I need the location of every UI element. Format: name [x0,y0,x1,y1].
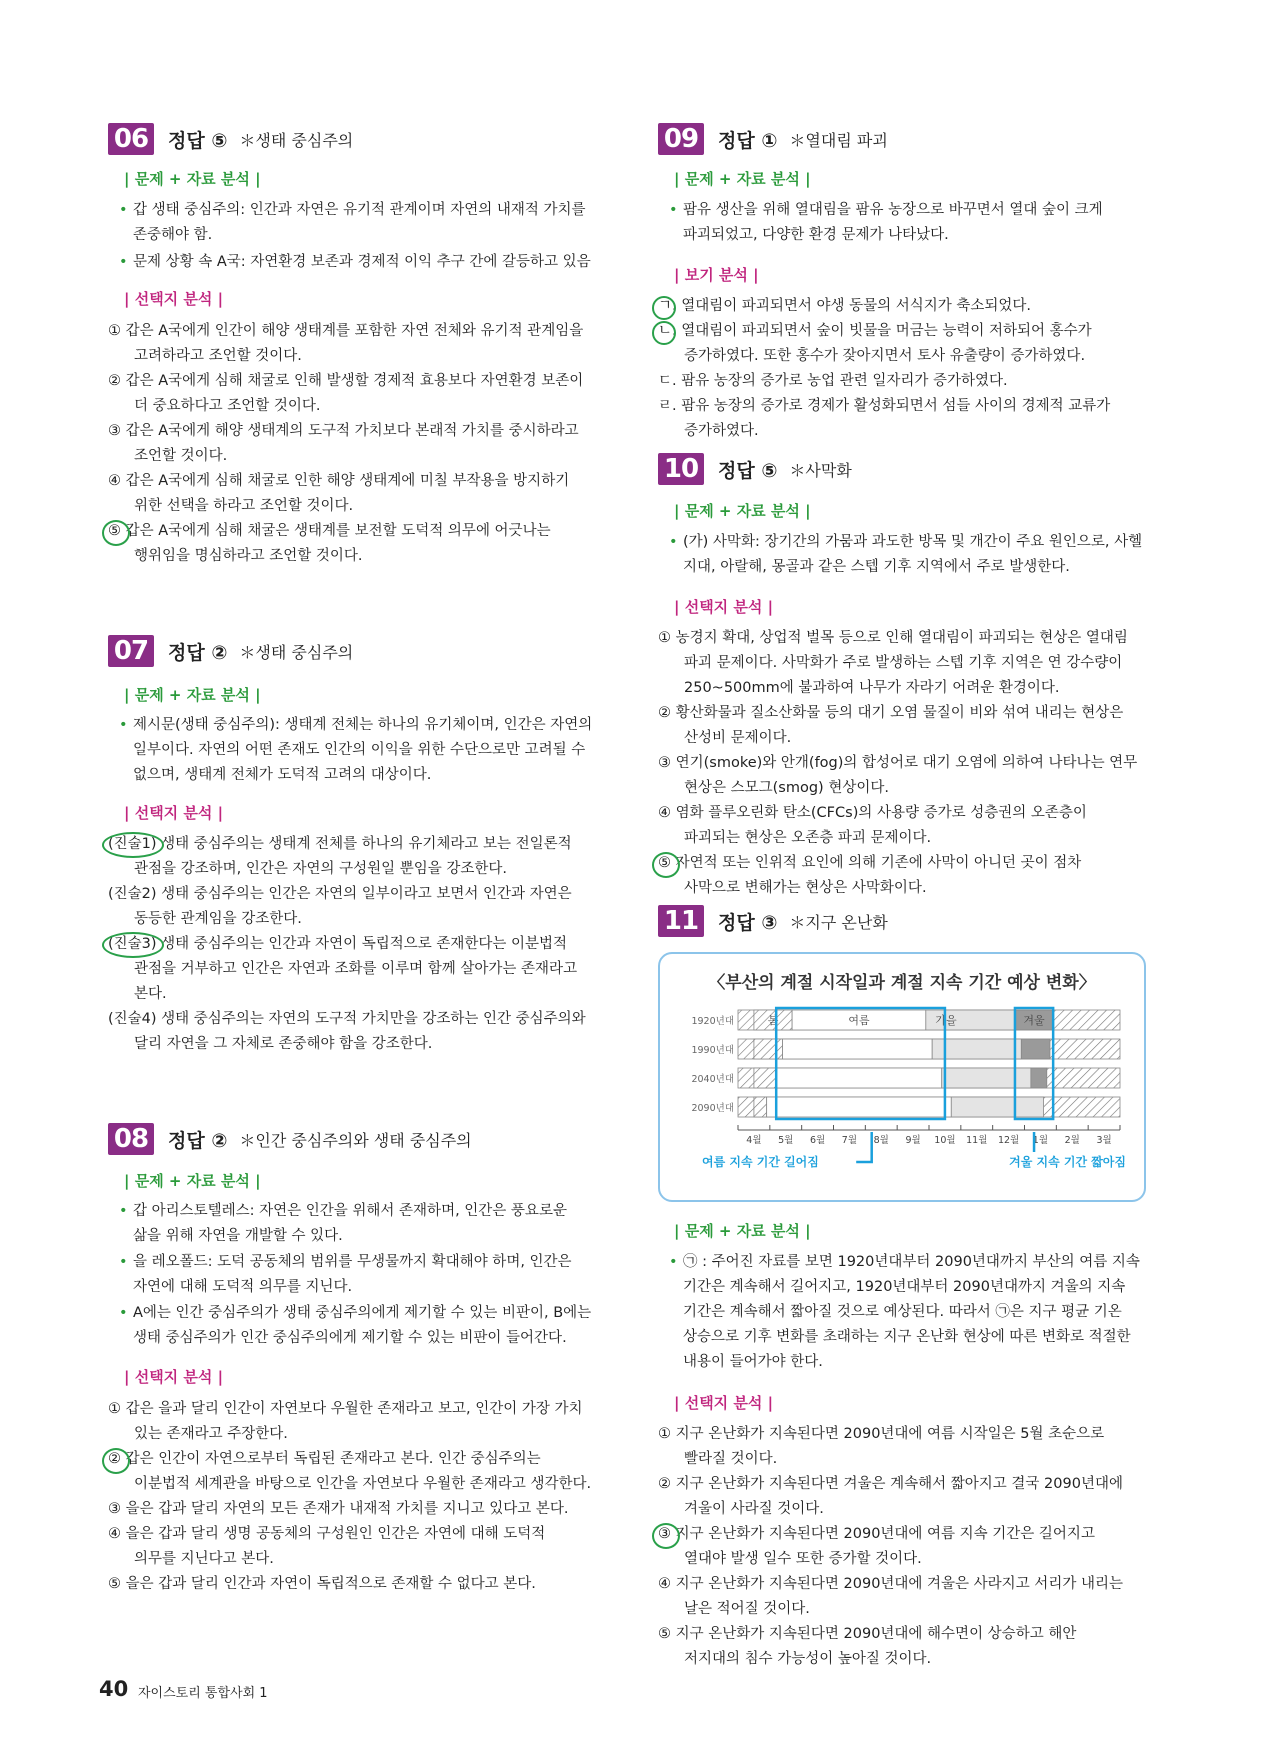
answer-circle-mark [102,932,164,958]
season-label: 가을 [935,1014,957,1027]
choice-line: ④ 을은 갑과 달리 생명 공동체의 구성원인 인간은 자연에 대해 도덕적 [108,1526,546,1542]
topic-label: ＊지구 온난화 [789,912,888,932]
choice-line: 조언할 것이다. [134,448,228,464]
answer-circle-mark [102,1448,130,1474]
data-line: 삶을 위해 자연을 개발할 수 있다. [133,1228,343,1244]
season-bar-여름 [776,1068,942,1088]
choice-line: 250~500mm에 불과하여 나무가 자라기 어려운 환경이다. [684,680,1060,696]
choice-line: 행위임을 명심하라고 조언할 것이다. [134,548,363,564]
choice-line: 열대야 발생 일수 또한 증가할 것이다. [684,1551,922,1567]
topic-label: ＊사막화 [789,460,852,480]
season-bar-여름 [783,1039,933,1059]
data-line: 기간은 계속해서 길어지고, 1920년대부터 2090년대까지 겨울의 지속 [683,1279,1126,1295]
choice-line: ㄷ. 팜유 농장의 증가로 농업 관련 일자리가 증가하였다. [658,373,1008,389]
section-title: | 문제 + 자료 분석 | [674,170,811,188]
section-title: | 선택지 분석 | [674,1394,774,1412]
season-bar-겨울 [1031,1068,1047,1088]
data-line: • 팜유 생산을 위해 열대림을 팜유 농장으로 바꾸면서 열대 숲이 크게 [683,198,1103,223]
x-tick-label: 9월 [905,1135,921,1146]
x-tick-label: 7월 [841,1135,858,1146]
question-number: 06 [108,123,154,155]
choice-line: ㄴ. 열대림이 파괴되면서 숲이 빗물을 머금는 능력이 저하되어 홍수가 [658,323,1092,339]
data-line: 없으며, 생태계 전체가 도덕적 고려의 대상이다. [133,767,432,783]
choice-line: ② 지구 온난화가 지속된다면 겨울은 계속해서 짧아지고 결국 2090년대에 [658,1476,1123,1492]
answer-circle-mark [102,832,164,858]
season-label: 겨울 [1023,1014,1045,1027]
answer-circle-mark [652,1523,680,1549]
answer-circle-mark [652,321,676,345]
question-number: 10 [658,453,704,485]
choice-line: 증가하였다. 또한 홍수가 잦아지면서 토사 유출량이 증가하였다. [684,348,1086,364]
choice-line: ⑤ 자연적 또는 인위적 요인에 의해 기존에 사막이 아니던 곳이 점차 [658,855,1082,871]
x-tick-label: 6월 [809,1135,826,1146]
choice-line: ② 황산화물과 질소산화물 등의 대기 오염 물질이 비와 섞여 내리는 현상은 [658,705,1124,721]
topic-label: ＊생태 중심주의 [239,130,354,150]
x-tick-label: 12월 [997,1135,1020,1146]
choice-line: ② 갑은 A국에게 심해 채굴로 인해 발생할 경제적 효용보다 자연환경 보존이 [108,373,584,389]
choice-line: 달리 자연을 그 자체로 존중해야 함을 강조한다. [134,1036,433,1052]
choice-line: 더 중요하다고 조언할 것이다. [134,398,321,414]
choice-line: ③ 갑은 A국에게 해양 생태계의 도구적 가치보다 본래적 가치를 중시하라고 [108,423,579,439]
choice-line: ⑤ 지구 온난화가 지속된다면 2090년대에 해수면이 상승하고 해안 [658,1626,1077,1642]
choice-line: ㄹ. 팜유 농장의 증가로 경제가 활성화되면서 섬들 사이의 경제적 교류가 [658,398,1111,414]
x-tick-label: 11월 [966,1135,988,1146]
annotation-summer: 여름 지속 기간 길어짐 [702,1155,819,1169]
season-bar-가을 [942,1068,1031,1088]
choice-line: ④ 염화 플루오린화 탄소(CFCs)의 사용량 증가로 성층권의 오존층이 [658,805,1087,821]
choice-line: 산성비 문제이다. [684,730,792,746]
data-line: • 문제 상황 속 A국: 자연환경 보존과 경제적 이익 추구 간에 갈등하고 있음 [133,250,591,275]
answer-circle-mark [102,520,130,546]
choice-line: ① 지구 온난화가 지속된다면 2090년대에 여름 시작일은 5월 초순으로 [658,1426,1105,1442]
x-tick-label: 2월 [1064,1135,1080,1146]
choice-line: (진술3) 생태 중심주의는 인간과 자연이 독립적으로 존재한다는 이분법적 [108,936,568,952]
question-number: 09 [658,123,704,155]
x-tick-label: 3월 [1096,1135,1112,1146]
row-label: 1920년대 [691,1016,734,1027]
section-title: | 보기 분석 | [674,266,759,284]
season-label: 봄 [767,1014,779,1027]
q10-header [658,452,852,486]
answer-circle-mark [652,296,676,320]
row-label: 1990년대 [691,1045,734,1056]
book-title: 자이스토리 통합사회 1 [138,1686,268,1701]
season-bar-봄 [754,1039,783,1059]
choice-line: (진술4) 생태 중심주의는 자연의 도구적 가치만을 강조하는 인간 중심주의와 [108,1011,586,1027]
choice-line: 의무를 지닌다고 본다. [134,1551,274,1567]
choice-line: ㄱ. 열대림이 파괴되면서 야생 동물의 서식지가 축소되었다. [658,298,1032,314]
data-line: 자연에 대해 도덕적 의무를 지닌다. [133,1279,353,1295]
choice-line: 이분법적 세계관을 바탕으로 인간을 자연보다 우월한 존재라고 생각한다. [134,1476,592,1492]
choice-line: ① 갑은 A국에게 인간이 해양 생태계를 포함한 자연 전체와 유기적 관계임을 [108,323,584,339]
season-bar-겨울 [1021,1039,1050,1059]
data-line: 파괴되었고, 다양한 환경 문제가 나타났다. [683,227,949,243]
section-title: | 선택지 분석 | [674,598,774,616]
data-line: • 갑 아리스토텔레스: 자연은 인간을 위해서 존재하며, 인간은 풍요로운 [133,1199,567,1224]
choice-line: 있는 존재라고 주장한다. [134,1426,288,1442]
choice-line: (진술1) 생태 중심주의는 생태계 전체를 하나의 유기체라고 보는 전일론적 [108,836,572,852]
answer-circle-mark [652,852,680,878]
choice-line: 저지대의 침수 가능성이 높아질 것이다. [684,1651,932,1667]
data-line: 내용이 들어가야 한다. [683,1354,823,1370]
season-bar-가을 [951,1097,1043,1117]
data-line: 기간은 계속해서 짧아질 것으로 예상된다. 따라서 ㉠은 지구 평균 기온 [683,1304,1122,1320]
topic-label: ＊열대림 파괴 [789,130,888,150]
season-bar-봄 [754,1097,767,1117]
season-bar-봄 [754,1068,776,1088]
question-number: 11 [658,905,704,937]
answer-label: 정답 ③ [718,911,778,934]
choice-line: 관점을 강조하며, 인간은 자연의 구성원일 뿐임을 강조한다. [134,861,508,877]
choice-line: ④ 갑은 A국에게 심해 채굴로 인한 해양 생태계에 미칠 부작용을 방지하기 [108,473,570,489]
season-bar-여름 [767,1097,952,1117]
choice-line: 관점을 거부하고 인간은 자연과 조화를 이루며 함께 살아가는 존재라고 [134,961,578,977]
choice-line: 파괴되는 현상은 오존층 파괴 문제이다. [684,830,932,846]
row-label: 2090년대 [691,1103,734,1114]
section-title: | 문제 + 자료 분석 | [124,686,261,704]
data-line: • 을 레오폴드: 도덕 공동체의 범위를 무생물까지 확대해야 하며, 인간은 [133,1250,572,1275]
question-number: 07 [108,635,154,667]
choice-line: ③ 지구 온난화가 지속된다면 2090년대에 여름 지속 기간은 길어지고 [658,1526,1095,1542]
choice-line: 파괴 문제이다. 사막화가 주로 발생하는 스텝 기후 지역은 연 강수량이 [684,655,1123,671]
data-line: • (가) 사막화: 장기간의 가뭄과 과도한 방목 및 개간이 주요 원인으로, 사헬 [683,530,1142,555]
data-line: 일부이다. 자연의 어떤 존재도 인간의 이익을 위한 수단으로만 고려될 수 [133,742,586,758]
choice-line: ① 농경지 확대, 상업적 벌목 등으로 인해 열대림이 파괴되는 현상은 열대림 [658,630,1128,646]
data-line: • 제시문(생태 중심주의): 생태계 전체는 하나의 유기체이며, 인간은 자연의 [133,713,592,738]
x-tick-label: 10월 [934,1135,956,1146]
choice-line: 본다. [134,986,167,1002]
data-line: • 갑 생태 중심주의: 인간과 자연은 유기적 관계이며 자연의 내재적 가치를 [133,198,586,223]
data-line: 존중해야 함. [133,227,213,243]
data-line: 지대, 아랄해, 몽골과 같은 스텝 기후 지역에서 주로 발생한다. [683,559,1070,575]
choice-line: 사막으로 변해가는 현상은 사막화이다. [684,880,927,896]
choice-line: (진술2) 생태 중심주의는 인간은 자연의 일부이라고 보면서 인간과 자연은 [108,886,572,902]
choice-line: 위한 선택을 하라고 조언할 것이다. [134,498,354,514]
season-chart [660,998,1144,1198]
answer-label: 정답 ② [168,1129,228,1152]
x-tick-label: 1월 [1032,1135,1049,1146]
choice-line: ② 갑은 인간이 자연으로부터 독립된 존재라고 본다. 인간 중심주의는 [108,1451,541,1467]
data-line: • A에는 인간 중심주의가 생태 중심주의에게 제기할 수 있는 비판이, B에는 [133,1301,591,1326]
choice-line: 현상은 스모그(smog) 현상이다. [684,780,889,796]
row-label: 2040년대 [691,1074,734,1085]
section-title: | 선택지 분석 | [124,290,224,308]
data-line: 생태 중심주의가 인간 중심주의에게 제기할 수 있는 비판이 들어간다. [133,1330,567,1346]
question-number: 08 [108,1123,154,1155]
data-line: • ㉠ : 주어진 자료를 보면 1920년대부터 2090년대까지 부산의 여름 지속 [683,1250,1140,1275]
q09-header [658,122,888,156]
x-tick-label: 8월 [873,1135,889,1146]
q07-header [108,634,353,668]
choice-line: ⑤ 갑은 A국에게 심해 채굴은 생태계를 보전할 도덕적 의무에 어긋나는 [108,523,551,539]
answer-label: 정답 ⑤ [168,129,228,152]
section-title: | 문제 + 자료 분석 | [124,170,261,188]
section-title: | 선택지 분석 | [124,1368,224,1386]
q08-header [108,1122,472,1156]
choice-line: 날은 적어질 것이다. [684,1601,810,1617]
chart-title: 〈부산의 계절 시작일과 계절 지속 기간 예상 변화〉 [708,973,1096,993]
q06-header [108,122,353,156]
choice-line: 동등한 관계임을 강조한다. [134,911,302,927]
topic-label: ＊인간 중심주의와 생태 중심주의 [239,1130,472,1150]
answer-label: 정답 ② [168,641,228,664]
choice-line: 겨울이 사라질 것이다. [684,1501,824,1517]
section-title: | 문제 + 자료 분석 | [124,1172,261,1190]
page-number: 40 [99,1677,129,1701]
data-line: 상승으로 기후 변화를 초래하는 지구 온난화 현상에 따른 변화로 적절한 [683,1329,1131,1345]
choice-line: 증가하였다. [684,423,759,439]
q11-header [658,904,888,938]
choice-line: ④ 지구 온난화가 지속된다면 2090년대에 겨울은 사라지고 서리가 내리는 [658,1576,1123,1592]
season-label: 여름 [848,1014,870,1027]
answer-label: 정답 ① [718,129,778,152]
choice-line: ① 갑은 을과 달리 인간이 자연보다 우월한 존재라고 보고, 인간이 가장 가치 [108,1401,583,1417]
summer-leader-line [856,1132,872,1162]
choice-line: ⑤ 을은 갑과 달리 인간과 자연이 독립적으로 존재할 수 없다고 본다. [108,1576,536,1592]
choice-line: ③ 연기(smoke)와 안개(fog)의 합성어로 대기 오염에 의하여 나타나는 연무 [658,755,1138,771]
choice-line: 고려하라고 조언할 것이다. [134,348,302,364]
x-tick-label: 4월 [746,1135,762,1146]
season-chart-box [658,952,1146,1202]
topic-label: ＊생태 중심주의 [239,642,354,662]
section-title: | 문제 + 자료 분석 | [674,502,811,520]
section-title: | 선택지 분석 | [124,804,224,822]
section-title: | 문제 + 자료 분석 | [674,1222,811,1240]
annotation-winter: 겨울 지속 기간 짧아짐 [1009,1155,1126,1169]
choice-line: 빨라질 것이다. [684,1451,778,1467]
x-tick-label: 5월 [778,1135,794,1146]
answer-label: 정답 ⑤ [718,459,778,482]
choice-line: ③ 을은 갑과 달리 자연의 모든 존재가 내재적 가치를 지니고 있다고 본다. [108,1501,569,1517]
